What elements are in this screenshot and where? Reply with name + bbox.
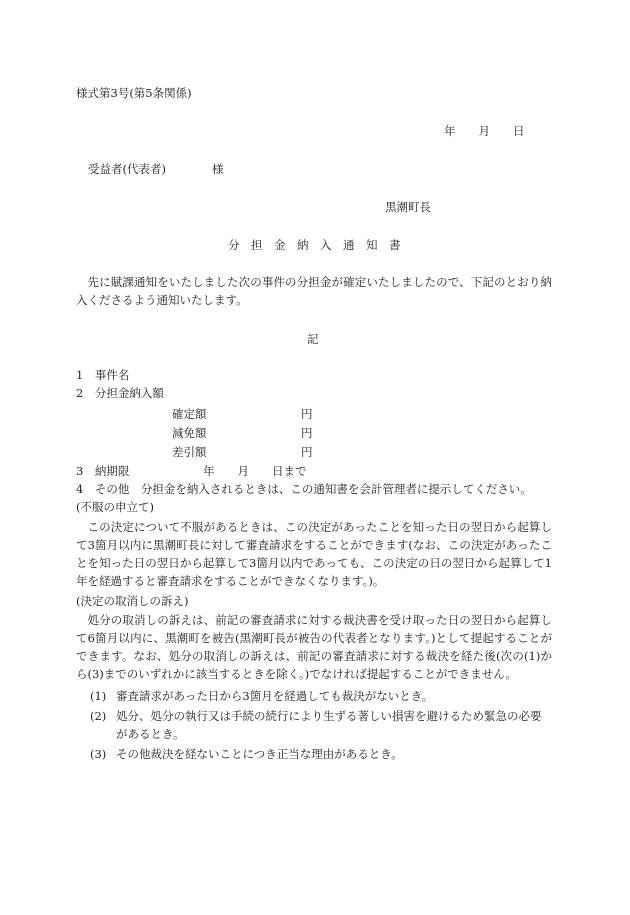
condition-text: 処分、処分の執行又は手続の続行により生ずる著しい損害を避けるため緊急の必要があるとき。 — [116, 709, 542, 741]
date-line: 年 月 日 — [444, 124, 525, 138]
intro-paragraph: 先に賦課通知をいたしました次の事件の分担金が確定いたしましたので、下記のとおり納入くださるよう通知いたします。 — [76, 275, 552, 307]
ki-heading: 記 — [307, 332, 319, 346]
amount-net-label: 差引額 — [172, 445, 207, 459]
condition-3 — [90, 745, 546, 763]
condition-number: (2) — [90, 709, 107, 723]
condition-number: (1) — [90, 689, 107, 703]
appeal-paragraph: この決定について不服があるときは、この決定があったことを知った日の翌日から起算して3箇月以内に黒潮町長に対して審査請求をすることができます(なお、この決定があったことを知った日の翌日から起算して3箇月以内であっても、この決定の日の翌日から起算して1年を経過すると審査請求をすることができなくなります。)。 — [76, 520, 552, 588]
amount-confirmed-yen: 円 — [301, 407, 313, 421]
condition-text: その他裁決を経ないことにつき正当な理由があるとき。 — [116, 747, 403, 761]
sender-name: 黒潮町長 — [385, 200, 431, 214]
item-2-amount: 2 分担金納入額 — [76, 386, 164, 400]
form-number: 様式第3号(第5条関係) — [76, 86, 192, 100]
condition-number: (3) — [90, 747, 107, 761]
item-1-case-name: 1 事件名 — [76, 368, 130, 382]
amount-net-yen: 円 — [301, 445, 313, 459]
item-3-due-date: 3 納期限 — [76, 464, 130, 478]
document-title: 分 担 金 納 入 通 知 書 — [228, 238, 401, 252]
amount-confirmed-label: 確定額 — [172, 407, 207, 421]
amount-reduced-label: 減免額 — [172, 426, 207, 440]
appeal-heading: (不服の申立て) — [76, 500, 154, 514]
due-date-value: 年 月 日まで — [203, 464, 307, 478]
condition-text: 審査請求があった日から3箇月を経過しても裁決がないとき。 — [116, 689, 434, 703]
recipient-line: 受益者(代表者) 様 — [88, 162, 224, 176]
condition-1 — [90, 687, 546, 705]
condition-2 — [90, 707, 546, 743]
revocation-paragraph: 処分の取消しの訴えは、前記の審査請求に対する裁決書を受け取った日の翌日から起算して6箇月以内に、黒潮町を被告(黒潮町長が被告の代表者となります。)として提起することができます。なお、処分の取消しの訴えは、前記の審査請求に対する裁決を経た後(次の(1)から(3)までのいずれかに該当するときを除く。)でなければ提起することができません。 — [76, 613, 552, 681]
item-4-other: 4 その他 分担金を納入されるときは、この通知書を会計管理者に提示してください。 — [76, 482, 532, 496]
revocation-heading: (決定の取消しの訴え) — [76, 594, 189, 608]
amount-reduced-yen: 円 — [301, 426, 313, 440]
